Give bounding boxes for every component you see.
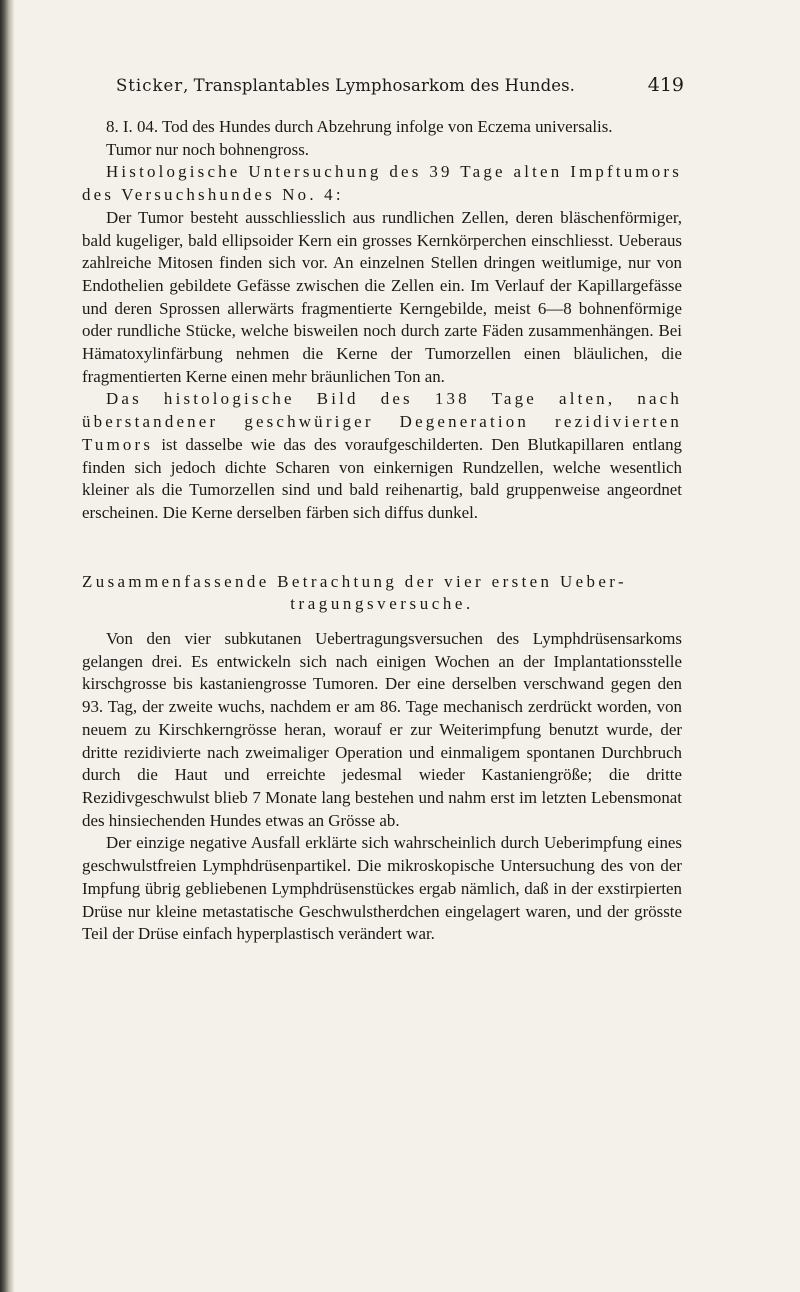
page-number: 419	[647, 74, 684, 96]
section-heading-line-2: tragungsversuche.	[290, 594, 474, 614]
running-header	[116, 74, 684, 96]
paragraph-histology-heading: Histologische Untersuchung des 39 Tage alten Impftumors des Versuchshundes No. 4:	[82, 162, 682, 205]
paragraph-negative-result: Der einzige negative Ausfall erklärte sich wahrscheinlich durch Ueberimpfung eines geschwulstfreien Lymphdrüsenpartikel. Die mikroskopische Untersuchung des von der Impfung übrig gebliebenen Lymphdrüsenstückes ergab nämlich, daß in der exstirpierten Drüse nur kleine metastatische Geschwulstherdchen eingelagert waren, und der grösste Teil der Drüse einfach hyperplastisch verändert war.	[82, 833, 682, 944]
recurrent-tumor-text: ist dasselbe wie das des voraufgeschilderten. Den Blutkapillaren entlang finden sich jedoch dichte Scharen von einkernigen Rundzellen, welche wesentlich kleiner als die Tumorzellen sind und bald reihenartig, bald gruppenweise angeordnet erscheinen. Die Kerne derselben färben sich diffus dunkel.	[82, 434, 682, 522]
section-heading-line-1: Zusammenfassende Betrachtung der vier ersten Ueber-	[82, 571, 627, 591]
body-text	[82, 116, 682, 946]
header-title: Transplantables Lymphosarkom des Hundes.	[193, 76, 576, 95]
header-author: Sticker	[116, 76, 184, 95]
paragraph-tumor-size: Tumor nur noch bohnengross.	[106, 139, 310, 159]
paragraph-recurrent-tumor	[82, 388, 682, 524]
recurrent-tumor-emphasis: Das histologische Bild des 138 Tage alten, nach überstandener geschwüriger Degeneration rezidivierten Tumors	[82, 389, 682, 454]
running-title: Sticker, Transplantables Lymphosarkom des Hundes.	[116, 76, 576, 95]
paragraph-histology-description: Der Tumor besteht ausschliesslich aus rundlichen Zellen, deren bläschenförmiger, bald kugeliger, bald ellipsoider Kern ein grosses Kernkörperchen einschliesst. Ueberaus zahlreiche Mitosen finden sich vor. An einzelnen Stellen dringen weitlumige, nur von Endothelien gebildete Gefässe zwischen die Zellen ein. Im Verlauf der Kapillargefässe und deren Sprossen allerwärts fragmentierte Kerngebilde, meist 6—8 bohnenförmige oder rundliche Stücke, welche bisweilen noch durch zarte Fäden zusammenhängen. Bei Hämatoxylinfärbung nehmen die Kerne der Tumorzellen einen bläulichen, die fragmentierten Kerne einen mehr bräunlichen Ton an.	[82, 207, 682, 386]
paragraph-summary: Von den vier subkutanen Uebertragungsversuchen des Lymphdrüsensarkoms gelangen drei. Es entwickeln sich nach einigen Wochen an der Implantationsstelle kirschgrosse bis kastaniengrosse Tumoren. Der eine derselben verschwand gegen den 93. Tag, der zweite wuchs, nachdem er am 86. Tage mechanisch zerdrückt worden, von neuem zu Kirschkerngrösse heran, worauf er zur Weiterimpfung benutzt wurde, der dritte rezidivierte nach zweimaliger Operation und einmaligem spontanen Durchbruch durch die Haut und erreichte jedesmal wieder Kastaniengröße; die dritte Rezidivgeschwulst blieb 7 Monate lang bestehen und nahm erst im letzten Lebensmonat des hinsiechenden Hundes etwas an Grösse ab.	[82, 629, 682, 830]
paragraph-death-note: 8. I. 04. Tod des Hundes durch Abzehrung infolge von Eczema universalis.	[106, 117, 613, 136]
section-heading	[82, 571, 682, 616]
